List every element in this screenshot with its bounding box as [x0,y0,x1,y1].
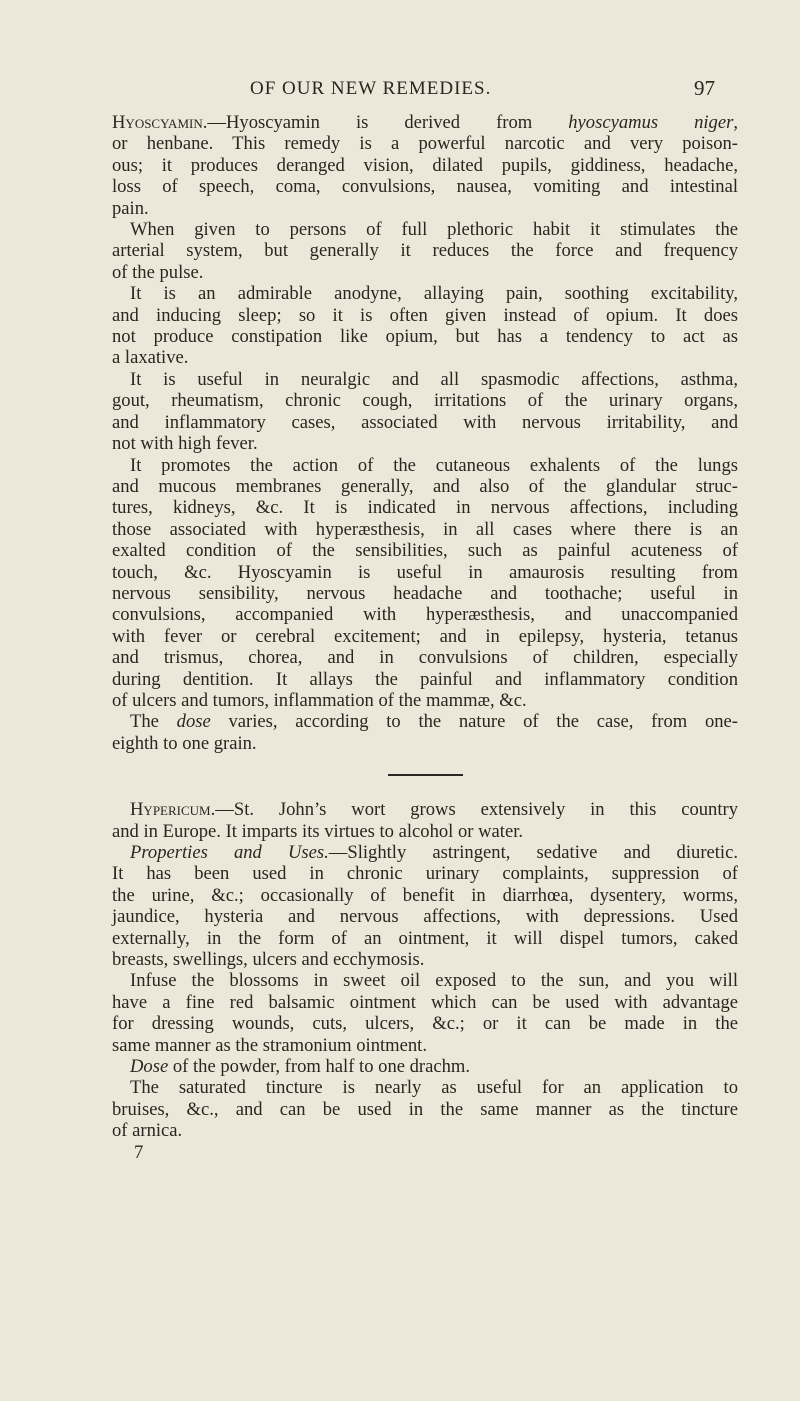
text-run: of the powder, from half to one drachm. [168,1056,471,1078]
entry-heading: Hypericum. [130,799,216,821]
latin-name: hyoscyamus niger [568,112,734,133]
text-line: It is useful in neuralgic and all spasmodic affections, asthma, [130,368,738,390]
text-run: varies, according to the nature of the case, from one- [210,711,738,733]
page-number: 97 [694,76,715,100]
text-line: convulsions, accompanied with hyperæsthesis, and unaccompanied [112,604,738,626]
text-line: breasts, swellings, ulcers and ecchymosis. [112,949,425,971]
text-line: It promotes the action of the cutaneous exhalents of the lungs [130,454,738,476]
text-line: When given to persons of full plethoric habit it stimulates the [130,219,738,241]
text-run: —St. John’s wort grows extensively in this country [215,799,738,821]
hypericum-entry [112,799,738,1142]
text-run: —Hyoscyamin is derived from [207,112,569,133]
text-line [112,842,738,863]
text-line: It has been used in chronic urinary complaints, suppression of [112,863,738,885]
text-line [112,799,738,820]
text-line: and trismus, chorea, and in convulsions of children, especially [112,647,738,669]
text-line: of arnica. [112,1120,183,1142]
text-line: ous; it produces deranged vision, dilated pupils, giddiness, headache, [112,154,738,176]
text-line: pain. [112,197,149,219]
section-divider [388,774,463,776]
subheading: Properties and Uses. [130,842,329,863]
text-run: , [733,112,738,133]
text-line: and mucous membranes generally, and also of the glandular struc- [112,475,738,497]
text-line: same manner as the stramonium ointment. [112,1034,427,1056]
italic-term: dose [176,711,211,733]
text-line: not with high fever. [112,433,258,455]
text-line: of the pulse. [112,261,204,283]
text-line [112,711,738,732]
text-line: during dentition. It allays the painful and inflammatory condition [112,668,738,690]
text-line: and inflammatory cases, associated with nervous irritability, and [112,411,738,433]
text-line: The saturated tincture is nearly as useful for an application to [130,1077,738,1099]
text-line: arterial system, but generally it reduces the force and frequency [112,240,738,262]
text-line: externally, in the form of an ointment, it will dispel tumors, caked [112,927,738,949]
text-line: gout, rheumatism, chronic cough, irritations of the urinary organs, [112,390,738,412]
text-line: for dressing wounds, cuts, ulcers, &c.; or it can be made in the [112,1013,738,1035]
text-line [112,112,738,133]
text-line: a laxative. [112,347,189,369]
text-line: eighth to one grain. [112,732,257,754]
text-line: of ulcers and tumors, inflammation of the mammæ, &c. [112,689,527,711]
text-line: exalted condition of the sensibilities, such as painful acuteness of [112,540,738,562]
signature-mark: 7 [134,1141,144,1163]
text-line: not produce constipation like opium, but has a tendency to act as [112,326,738,348]
text-line [112,1056,738,1077]
text-line: bruises, &c., and can be used in the same manner as the tincture [112,1098,738,1120]
entry-heading: Hyoscyamin. [112,112,208,133]
text-line: Infuse the blossoms in sweet oil exposed to the sun, and you will [130,970,738,992]
text-line: touch, &c. Hyoscyamin is useful in amaurosis resulting from [112,561,738,583]
text-line: or henbane. This remedy is a powerful narcotic and very poison- [112,133,738,155]
text-line: with fever or cerebral excitement; and in epilepsy, hysteria, tetanus [112,625,738,647]
text-line: and in Europe. It imparts its virtues to alcohol or water. [112,820,524,842]
text-line: nervous sensibility, nervous headache and toothache; useful in [112,582,738,604]
text-line: and inducing sleep; so it is often given instead of opium. It does [112,304,738,326]
body-text [112,112,738,1163]
text-line: It is an admirable anodyne, allaying pain, soothing excitability, [130,283,738,305]
text-run: —Slightly astringent, sedative and diuretic. [328,842,738,863]
text-line: tures, kidneys, &c. It is indicated in nervous affections, including [112,497,738,519]
text-line: the urine, &c.; occasionally of benefit in diarrhœa, dysentery, worms, [112,884,738,906]
text-line: those associated with hyperæsthesis, in all cases where there is an [112,518,738,540]
text-line: jaundice, hysteria and nervous affections, with depressions. Used [112,906,738,928]
text-line: loss of speech, coma, convulsions, nausea, vomiting and intestinal [112,176,738,198]
italic-term: Dose [130,1056,169,1078]
text-line: have a fine red balsamic ointment which can be used with advantage [112,991,738,1013]
text-run: The [130,711,177,733]
hyoscyamin-entry [112,112,738,754]
running-title: OF OUR NEW REMEDIES. [250,78,492,99]
